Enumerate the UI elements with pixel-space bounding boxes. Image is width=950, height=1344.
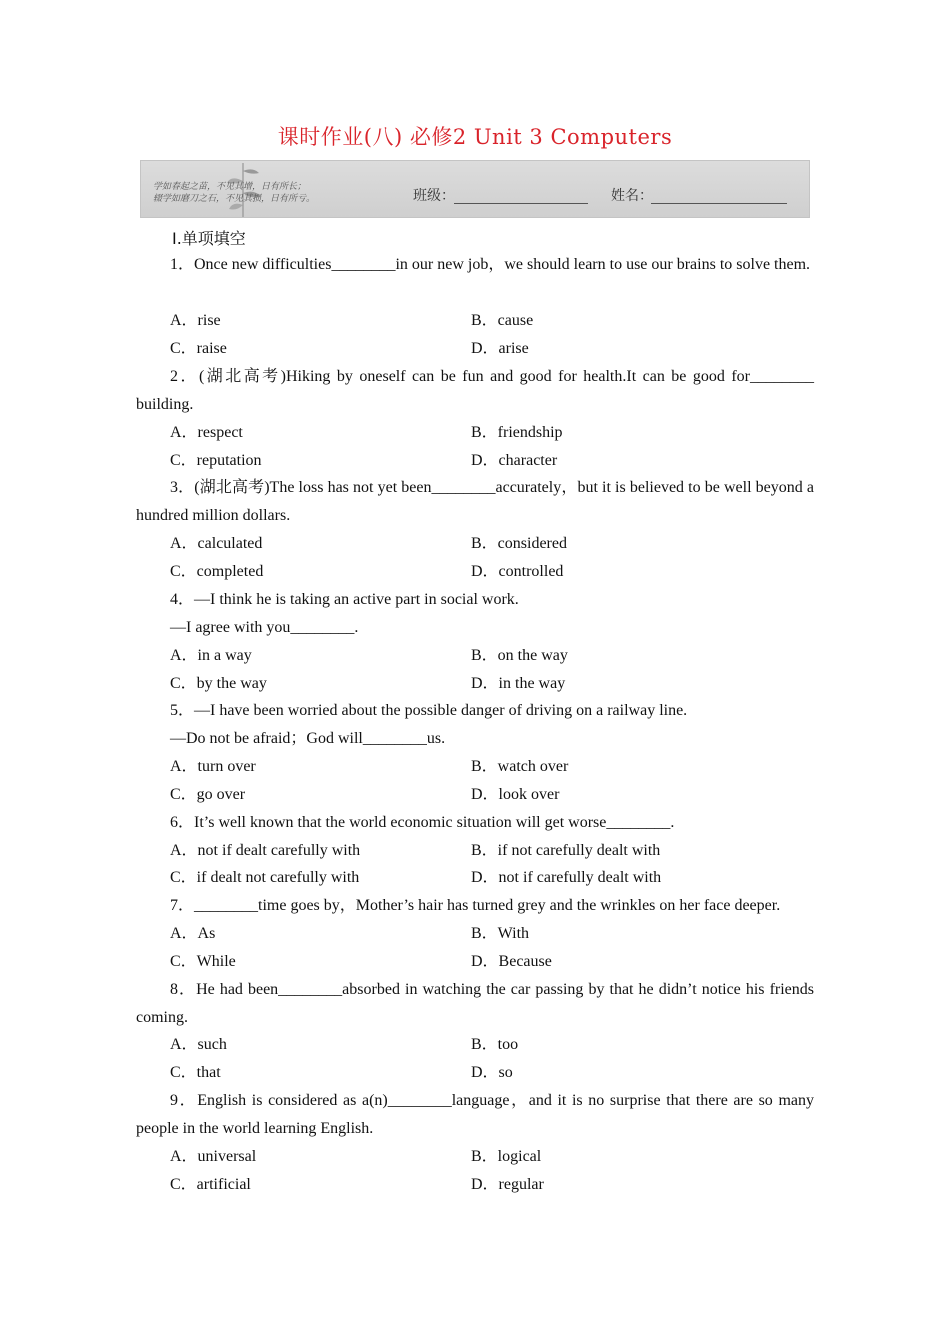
question-2-option-d[interactable]: D．character <box>471 452 558 469</box>
question-2-stem: 2．(湖北高考)Hiking by oneself can be fun and good for health.It can be good for________ building. <box>136 368 814 413</box>
question-5-option-c[interactable]: C．go over <box>170 786 246 803</box>
question-2-option-a[interactable]: A．respect <box>170 424 243 441</box>
question-3-stem: 3．(湖北高考)The loss has not yet been________accurately，but it is believed to be well beyond a hundred million dollars. <box>136 479 814 524</box>
question-8-option-d[interactable]: D．so <box>471 1064 513 1081</box>
question-9-option-b[interactable]: B．logical <box>471 1148 542 1165</box>
name-field[interactable] <box>651 203 787 204</box>
class-field[interactable] <box>454 203 588 204</box>
question-7-option-a[interactable]: A．As <box>170 925 216 942</box>
question-1-option-d[interactable]: D．arise <box>471 340 529 357</box>
question-8-option-b[interactable]: B．too <box>471 1036 519 1053</box>
question-1-option-b[interactable]: B．cause <box>471 312 534 329</box>
question-2-option-c[interactable]: C．reputation <box>170 452 262 469</box>
question-5-stem: 5．—I have been worried about the possible danger of driving on a railway line. <box>170 702 688 719</box>
question-3-option-a[interactable]: A．calculated <box>170 535 263 552</box>
question-8-option-a[interactable]: A．such <box>170 1036 227 1053</box>
question-7-option-c[interactable]: C．While <box>170 953 236 970</box>
question-7-stem: 7．________time goes by，Mother’s hair has turned grey and the wrinkles on her face deeper. <box>170 897 781 914</box>
question-3-option-b[interactable]: B．considered <box>471 535 567 552</box>
question-4-reply: —I agree with you________. <box>170 619 359 636</box>
question-2-option-b[interactable]: B．friendship <box>471 424 563 441</box>
question-7-option-d[interactable]: D．Because <box>471 953 552 970</box>
question-4-option-c[interactable]: C．by the way <box>170 675 267 692</box>
question-4-stem: 4．—I think he is taking an active part in social work. <box>170 591 519 608</box>
question-7-option-b[interactable]: B．With <box>471 925 530 942</box>
question-1-option-a[interactable]: A．rise <box>170 312 221 329</box>
question-8-stem: 8．He had been________absorbed in watching the car passing by that he didn’t notice his friends coming. <box>136 981 814 1026</box>
page-title: 课时作业(八) 必修2 Unit 3 Computers <box>277 125 673 149</box>
question-6-option-a[interactable]: A．not if dealt carefully with <box>170 842 361 859</box>
question-3-option-c[interactable]: C．completed <box>170 563 264 580</box>
question-3-option-d[interactable]: D．controlled <box>471 563 564 580</box>
class-label: 班级： <box>413 188 455 204</box>
question-1-stem: 1．Once new difficulties________in our new job，we should learn to use our brains to solve them. <box>170 256 811 273</box>
question-4-option-b[interactable]: B．on the way <box>471 647 568 664</box>
question-6-option-d[interactable]: D．not if carefully dealt with <box>471 869 662 886</box>
question-5-option-d[interactable]: D．look over <box>471 786 560 803</box>
motto-line-1: 学如春起之苗，不见其增，日有所长； <box>153 182 307 192</box>
question-5-option-b[interactable]: B．watch over <box>471 758 569 775</box>
header-banner <box>140 160 810 218</box>
question-6-option-c[interactable]: C．if dealt not carefully with <box>170 869 360 886</box>
motto-line-2: 辍学如磨刀之石，不见其损，日有所亏。 <box>153 194 316 204</box>
section-heading: Ⅰ.单项填空 <box>172 229 246 248</box>
question-9-option-a[interactable]: A．universal <box>170 1148 257 1165</box>
motto <box>153 181 315 205</box>
question-4-option-d[interactable]: D．in the way <box>471 675 566 692</box>
question-8-option-c[interactable]: C．that <box>170 1064 221 1081</box>
question-6-option-b[interactable]: B．if not carefully dealt with <box>471 842 661 859</box>
question-9-option-d[interactable]: D．regular <box>471 1176 544 1193</box>
question-4-option-a[interactable]: A．in a way <box>170 647 252 664</box>
question-9-stem: 9．English is considered as a(n)________language，and it is no surprise that there are so many people in the world learning English. <box>136 1092 814 1137</box>
question-1-option-c[interactable]: C．raise <box>170 340 227 357</box>
question-5-reply: —Do not be afraid；God will________us. <box>170 730 446 747</box>
name-label: 姓名： <box>611 188 653 204</box>
question-5-option-a[interactable]: A．turn over <box>170 758 256 775</box>
question-9-option-c[interactable]: C．artificial <box>170 1176 251 1193</box>
question-6-stem: 6．It’s well known that the world economic situation will get worse________. <box>170 814 675 831</box>
